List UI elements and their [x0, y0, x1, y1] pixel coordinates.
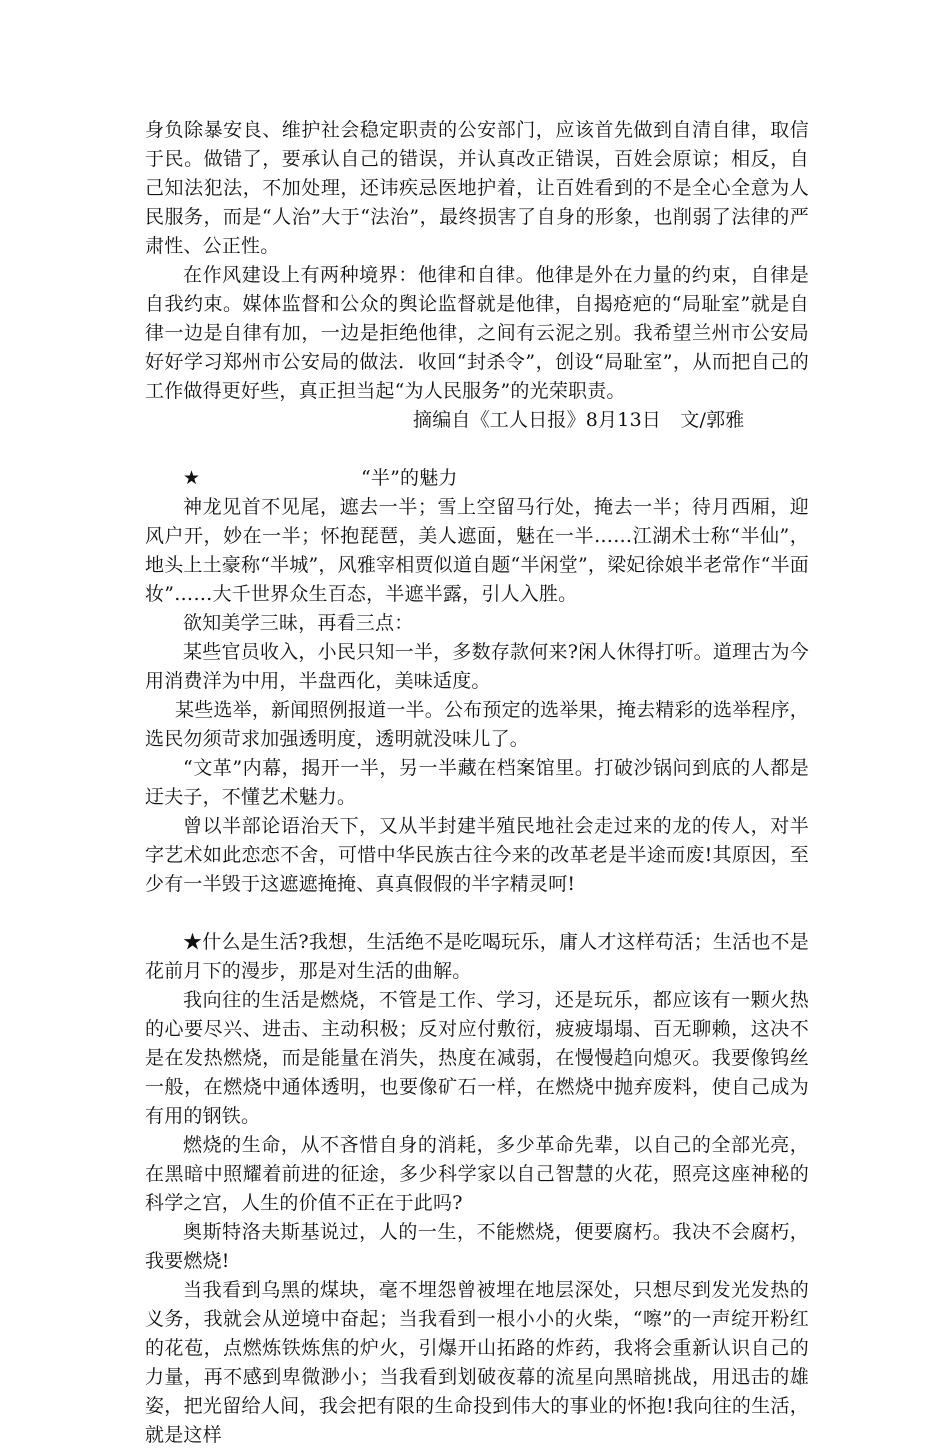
- paragraph: “文革”内幕，揭开一半，另一半藏在档案馆里。打破沙锅问到底的人都是迂夫子，不懂艺术魅力。: [145, 757, 809, 808]
- paragraph: 我向往的生活是燃烧，不管是工作、学习，还是玩乐，都应该有一颗火热的心要尽兴、进击、主动积极；反对应付敷衍，疲疲塌塌、百无聊赖，这决不是在发热燃烧，而是能量在消失，热度在减弱，在慢慢趋向熄灭。我要像钨丝一般，在燃烧中通体透明，也要像矿石一样，在燃烧中抛弃废料，使自己成为有用的钢铁。: [145, 989, 809, 1127]
- paragraph: 在作风建设上有两种境界：他律和自律。他律是外在力量的约束，自律是自我约束。媒体监督和公众的舆论监督就是他律，自揭疮疤的“局耻室”就是自律一边是自律有加，一边是拒绝他律，之间有云泥之别。我希望兰州市公安局好好学习郑州市公安局的做法．收回“封杀令”，创设“局耻室”，从而把自己的工作做得更好些，真正担当起“为人民服务”的光荣职责。: [145, 264, 809, 402]
- paragraph: 某些选举，新闻照例报道一半。公布预定的选举果，掩去精彩的选举程序，选民勿须苛求加强透明度，透明就没味儿了。: [145, 699, 809, 750]
- paragraph: 神龙见首不见尾，遮去一半；雪上空留马行处，掩去一半；待月西厢，迎风户开，妙在一半；怀抱琵琶，美人遮面，魅在一半……江湖术士称“半仙”，地头上土豪称“半城”，风雅宰相贾似道自题“半闲堂”，梁妃徐娘半老常作“半面妆”……大千世界众生百态，半遮半露，引人入胜。: [145, 496, 809, 605]
- spacer: [145, 899, 809, 928]
- paragraph: 曾以半部论语治天下，又从半封建半殖民地社会走过来的龙的传人，对半字艺术如此恋恋不舍，可惜中华民族古往今来的改革老是半途而废!其原因，至少有一半毁于这遮遮掩掩、真真假假的半字精灵呵!: [145, 815, 809, 895]
- star-icon: ★: [183, 467, 201, 489]
- paragraph: 奥斯特洛夫斯基说过，人的一生，不能燃烧，便要腐朽。我决不会腐朽，我要燃烧!: [145, 1221, 809, 1272]
- spacer: [145, 435, 809, 464]
- source-attribution: 摘编自《工人日报》8月13日 文/郭雅: [413, 409, 745, 431]
- paragraph: 当我看到乌黑的煤块，毫不埋怨曾被埋在地层深处，只想尽到发光发热的义务，我就会从逆境中奋起；当我看到一根小小的火柴，“嚓”的一声绽开粉红的花苞，点燃炼铁炼焦的炉火，引爆开山拓路的炸药，我将会重新认识自己的力量，再不感到卑微渺小；当我看到划破夜幕的流星向黑暗挑战，用迅击的雄姿，把光留给人间，我会把有限的生命投到伟大的事业的怀抱!我向往的生活，就是这样: [145, 1279, 809, 1446]
- paragraph: 身负除暴安良、维护社会稳定职责的公安部门，应该首先做到自清自律，取信于民。做错了，要承认自己的错误，并认真改正错误，百姓会原谅；相反，自己知法犯法，不加处理，还讳疾忌医地护着，让百姓看到的不是全心全意为人民服务，而是“人治”大于“法治”，最终损害了自身的形象，也削弱了法律的严肃性、公正性。: [145, 119, 809, 257]
- article-heading: [145, 464, 809, 493]
- paragraph: ★什么是生活?我想，生活绝不是吃喝玩乐，庸人才这样苟活；生活也不是花前月下的漫步，那是对生活的曲解。: [145, 931, 809, 982]
- paragraph: 欲知美学三昧，再看三点：: [183, 612, 414, 634]
- paragraph: 某些官员收入，小民只知一半，多数存款何来?闲人休得打听。道理古为今用消费洋为中用，半盘西化，美味适度。: [145, 641, 809, 692]
- paragraph: 燃烧的生命，从不吝惜自身的消耗，多少革命先辈，以自己的全部光亮，在黑暗中照耀着前进的征途，多少科学家以自己智慧的火花，照亮这座神秘的科学之宫，人生的价值不正在于此吗?: [145, 1134, 809, 1214]
- article-title: “半”的魅力: [361, 467, 458, 489]
- document-page: [145, 116, 809, 1450]
